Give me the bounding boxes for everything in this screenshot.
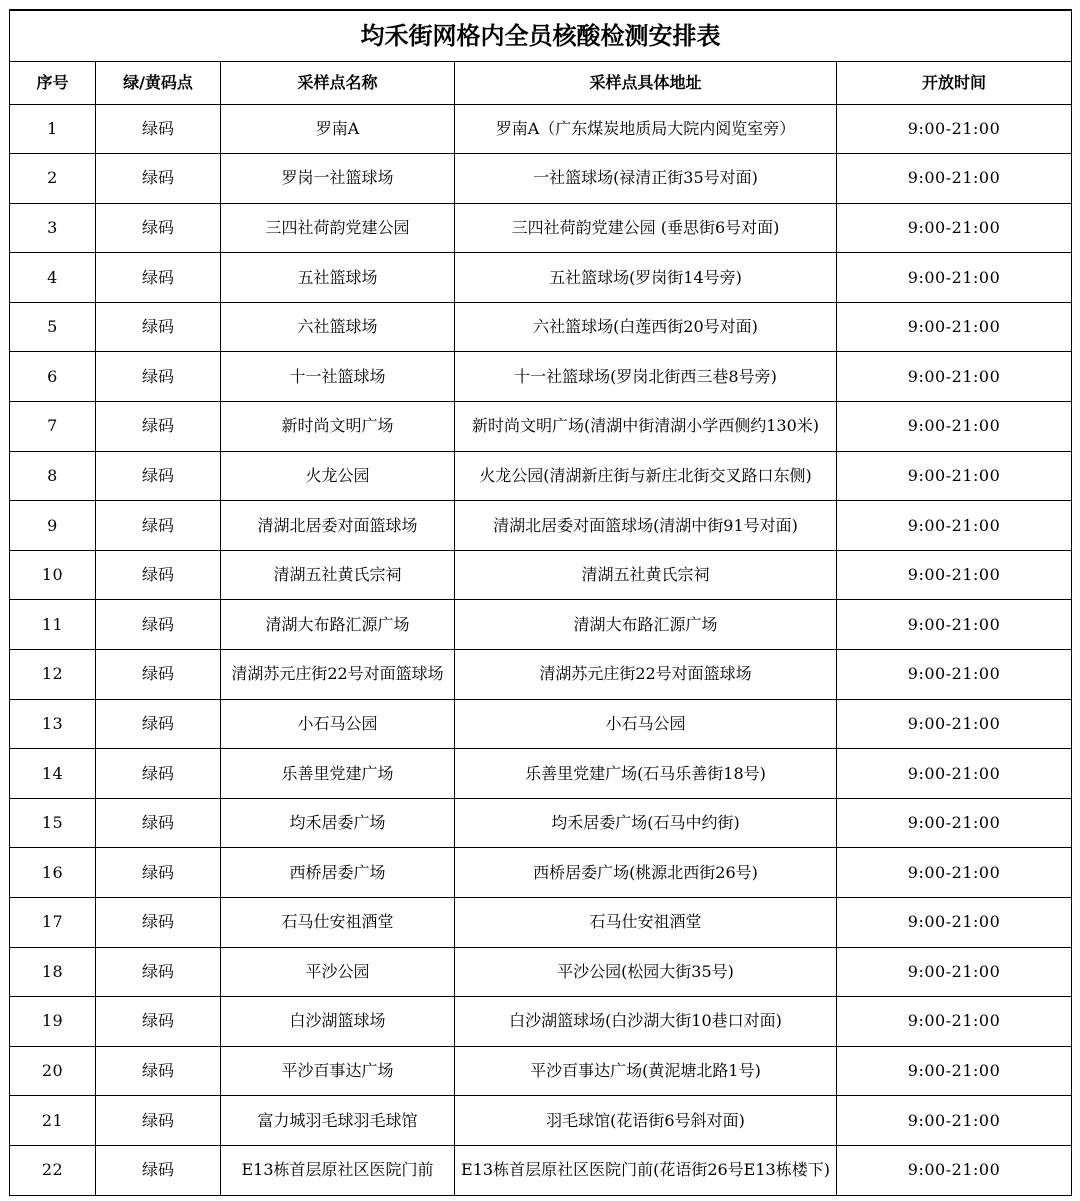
row-index: 10 bbox=[10, 550, 96, 600]
row-site-name: 乐善里党建广场 bbox=[221, 749, 455, 799]
row-code-type: 绿码 bbox=[96, 104, 221, 154]
row-open-hours: 9:00-21:00 bbox=[837, 650, 1072, 700]
row-site-address: 乐善里党建广场(石马乐善街18号) bbox=[455, 749, 837, 799]
table-row bbox=[10, 650, 1072, 700]
column-header-site-address: 采样点具体地址 bbox=[455, 61, 837, 104]
row-open-hours: 9:00-21:00 bbox=[837, 699, 1072, 749]
row-code-type: 绿码 bbox=[96, 947, 221, 997]
row-site-address: 罗南A（广东煤炭地质局大院内阅览室旁） bbox=[455, 104, 837, 154]
row-site-name: 清湖北居委对面篮球场 bbox=[221, 501, 455, 551]
row-open-hours: 9:00-21:00 bbox=[837, 203, 1072, 253]
row-code-type: 绿码 bbox=[96, 550, 221, 600]
row-site-address: 平沙百事达广场(黄泥塘北路1号) bbox=[455, 1046, 837, 1096]
table-body bbox=[10, 104, 1072, 1195]
row-index: 14 bbox=[10, 749, 96, 799]
table-row bbox=[10, 352, 1072, 402]
row-open-hours: 9:00-21:00 bbox=[837, 451, 1072, 501]
row-site-address: 六社篮球场(白莲西街20号对面) bbox=[455, 302, 837, 352]
row-open-hours: 9:00-21:00 bbox=[837, 600, 1072, 650]
column-header-open-hours: 开放时间 bbox=[837, 61, 1072, 104]
row-site-name: 富力城羽毛球羽毛球馆 bbox=[221, 1096, 455, 1146]
row-code-type: 绿码 bbox=[96, 898, 221, 948]
table-row bbox=[10, 997, 1072, 1047]
row-index: 13 bbox=[10, 699, 96, 749]
row-code-type: 绿码 bbox=[96, 848, 221, 898]
row-code-type: 绿码 bbox=[96, 402, 221, 452]
row-site-address: 清湖苏元庄街22号对面篮球场 bbox=[455, 650, 837, 700]
row-index: 1 bbox=[10, 104, 96, 154]
row-site-name: 均禾居委广场 bbox=[221, 798, 455, 848]
row-index: 15 bbox=[10, 798, 96, 848]
row-site-address: 平沙公园(松园大街35号) bbox=[455, 947, 837, 997]
row-site-name: 清湖五社黄氏宗祠 bbox=[221, 550, 455, 600]
row-code-type: 绿码 bbox=[96, 1046, 221, 1096]
row-open-hours: 9:00-21:00 bbox=[837, 947, 1072, 997]
row-code-type: 绿码 bbox=[96, 203, 221, 253]
table-row bbox=[10, 749, 1072, 799]
row-open-hours: 9:00-21:00 bbox=[837, 352, 1072, 402]
row-site-name: 五社篮球场 bbox=[221, 253, 455, 303]
row-site-address: 白沙湖篮球场(白沙湖大街10巷口对面) bbox=[455, 997, 837, 1047]
row-open-hours: 9:00-21:00 bbox=[837, 997, 1072, 1047]
row-open-hours: 9:00-21:00 bbox=[837, 154, 1072, 204]
table-row bbox=[10, 848, 1072, 898]
row-index: 12 bbox=[10, 650, 96, 700]
row-site-name: E13栋首层原社区医院门前 bbox=[221, 1145, 455, 1195]
row-site-name: 六社篮球场 bbox=[221, 302, 455, 352]
table-row bbox=[10, 1145, 1072, 1195]
row-index: 22 bbox=[10, 1145, 96, 1195]
row-site-name: 小石马公园 bbox=[221, 699, 455, 749]
row-site-address: 新时尚文明广场(清湖中街清湖小学西侧约130米) bbox=[455, 402, 837, 452]
row-site-address: 火龙公园(清湖新庄街与新庄北街交叉路口东侧) bbox=[455, 451, 837, 501]
row-code-type: 绿码 bbox=[96, 798, 221, 848]
row-open-hours: 9:00-21:00 bbox=[837, 402, 1072, 452]
row-site-address: 一社篮球场(禄清正街35号对面) bbox=[455, 154, 837, 204]
row-site-address: 小石马公园 bbox=[455, 699, 837, 749]
row-site-name: 平沙百事达广场 bbox=[221, 1046, 455, 1096]
header-row bbox=[10, 61, 1072, 104]
row-code-type: 绿码 bbox=[96, 154, 221, 204]
row-index: 5 bbox=[10, 302, 96, 352]
table-row bbox=[10, 947, 1072, 997]
table-row bbox=[10, 253, 1072, 303]
row-site-address: 三四社荷韵党建公园 (垂思街6号对面) bbox=[455, 203, 837, 253]
row-code-type: 绿码 bbox=[96, 749, 221, 799]
row-open-hours: 9:00-21:00 bbox=[837, 848, 1072, 898]
table-row bbox=[10, 898, 1072, 948]
row-index: 17 bbox=[10, 898, 96, 948]
row-code-type: 绿码 bbox=[96, 699, 221, 749]
table-row bbox=[10, 699, 1072, 749]
row-index: 3 bbox=[10, 203, 96, 253]
row-code-type: 绿码 bbox=[96, 302, 221, 352]
row-index: 16 bbox=[10, 848, 96, 898]
row-site-name: 西桥居委广场 bbox=[221, 848, 455, 898]
row-site-address: 石马仕安祖酒堂 bbox=[455, 898, 837, 948]
row-index: 2 bbox=[10, 154, 96, 204]
row-code-type: 绿码 bbox=[96, 1096, 221, 1146]
column-header-site-name: 采样点名称 bbox=[221, 61, 455, 104]
row-open-hours: 9:00-21:00 bbox=[837, 253, 1072, 303]
row-site-name: 清湖苏元庄街22号对面篮球场 bbox=[221, 650, 455, 700]
row-index: 19 bbox=[10, 997, 96, 1047]
row-code-type: 绿码 bbox=[96, 1145, 221, 1195]
row-open-hours: 9:00-21:00 bbox=[837, 302, 1072, 352]
row-open-hours: 9:00-21:00 bbox=[837, 1096, 1072, 1146]
row-site-address: 五社篮球场(罗岗街14号旁) bbox=[455, 253, 837, 303]
row-site-address: 西桥居委广场(桃源北西街26号) bbox=[455, 848, 837, 898]
row-code-type: 绿码 bbox=[96, 501, 221, 551]
row-site-name: 罗岗一社篮球场 bbox=[221, 154, 455, 204]
row-site-name: 十一社篮球场 bbox=[221, 352, 455, 402]
row-code-type: 绿码 bbox=[96, 253, 221, 303]
row-open-hours: 9:00-21:00 bbox=[837, 749, 1072, 799]
row-open-hours: 9:00-21:00 bbox=[837, 1046, 1072, 1096]
table-row bbox=[10, 1046, 1072, 1096]
row-site-address: 十一社篮球场(罗岗北街西三巷8号旁) bbox=[455, 352, 837, 402]
table-row bbox=[10, 798, 1072, 848]
row-open-hours: 9:00-21:00 bbox=[837, 1145, 1072, 1195]
row-open-hours: 9:00-21:00 bbox=[837, 104, 1072, 154]
row-open-hours: 9:00-21:00 bbox=[837, 501, 1072, 551]
table-row bbox=[10, 1096, 1072, 1146]
row-site-address: 羽毛球馆(花语街6号斜对面) bbox=[455, 1096, 837, 1146]
row-open-hours: 9:00-21:00 bbox=[837, 798, 1072, 848]
table-row bbox=[10, 104, 1072, 154]
table-row bbox=[10, 501, 1072, 551]
row-index: 6 bbox=[10, 352, 96, 402]
column-header-index: 序号 bbox=[10, 61, 96, 104]
row-site-name: 平沙公园 bbox=[221, 947, 455, 997]
row-site-name: 新时尚文明广场 bbox=[221, 402, 455, 452]
row-open-hours: 9:00-21:00 bbox=[837, 898, 1072, 948]
row-site-address: E13栋首层原社区医院门前(花语街26号E13栋楼下) bbox=[455, 1145, 837, 1195]
table-row bbox=[10, 402, 1072, 452]
row-index: 9 bbox=[10, 501, 96, 551]
row-site-address: 清湖北居委对面篮球场(清湖中街91号对面) bbox=[455, 501, 837, 551]
table-row bbox=[10, 451, 1072, 501]
schedule-sheet bbox=[9, 9, 1071, 1196]
row-index: 20 bbox=[10, 1046, 96, 1096]
row-site-name: 清湖大布路汇源广场 bbox=[221, 600, 455, 650]
row-index: 7 bbox=[10, 402, 96, 452]
row-index: 21 bbox=[10, 1096, 96, 1146]
row-open-hours: 9:00-21:00 bbox=[837, 550, 1072, 600]
row-index: 11 bbox=[10, 600, 96, 650]
row-site-name: 石马仕安祖酒堂 bbox=[221, 898, 455, 948]
row-site-name: 三四社荷韵党建公园 bbox=[221, 203, 455, 253]
row-code-type: 绿码 bbox=[96, 451, 221, 501]
row-site-address: 清湖五社黄氏宗祠 bbox=[455, 550, 837, 600]
column-header-code-type: 绿/黄码点 bbox=[96, 61, 221, 104]
schedule-table bbox=[9, 9, 1072, 1196]
row-index: 18 bbox=[10, 947, 96, 997]
row-site-name: 火龙公园 bbox=[221, 451, 455, 501]
row-code-type: 绿码 bbox=[96, 352, 221, 402]
table-row bbox=[10, 302, 1072, 352]
table-row bbox=[10, 203, 1072, 253]
row-code-type: 绿码 bbox=[96, 600, 221, 650]
row-site-address: 清湖大布路汇源广场 bbox=[455, 600, 837, 650]
table-row bbox=[10, 550, 1072, 600]
row-code-type: 绿码 bbox=[96, 650, 221, 700]
row-index: 4 bbox=[10, 253, 96, 303]
table-row bbox=[10, 600, 1072, 650]
row-site-address: 均禾居委广场(石马中约街) bbox=[455, 798, 837, 848]
table-title: 均禾街网格内全员核酸检测安排表 bbox=[10, 10, 1072, 61]
row-site-name: 白沙湖篮球场 bbox=[221, 997, 455, 1047]
row-code-type: 绿码 bbox=[96, 997, 221, 1047]
row-index: 8 bbox=[10, 451, 96, 501]
row-site-name: 罗南A bbox=[221, 104, 455, 154]
table-row bbox=[10, 154, 1072, 204]
